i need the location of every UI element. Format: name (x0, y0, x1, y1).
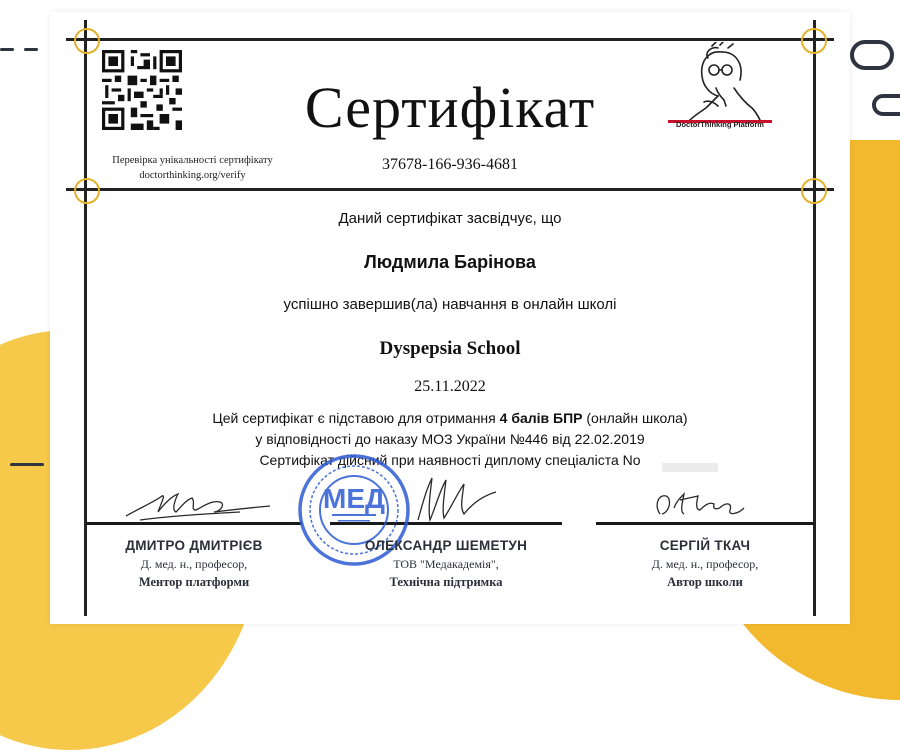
signer-name: СЕРГІЙ ТКАЧ (659, 538, 751, 553)
doctorthinking-logo-icon (660, 42, 780, 132)
frame-corner-ornament (801, 178, 827, 204)
background-ring (850, 40, 894, 70)
signer-degree: Д. мед. н., професор, (140, 557, 248, 571)
redacted-diploma-number (662, 463, 718, 472)
frame-top-line (66, 38, 834, 41)
verify-info (80, 153, 305, 183)
signer-role: Технічна підтримка (389, 575, 503, 589)
signer-name: ДМИТРО ДМИТРІЄВ (125, 538, 263, 553)
signer-1 (86, 538, 302, 590)
validity-note: Сертифікат дійсний при наявності диплому спеціаліста No (259, 452, 641, 468)
certificate-serial-number: 37678-166-936-4681 (382, 156, 518, 173)
issue-date: 25.11.2022 (414, 378, 486, 395)
signature-dmytriiev (120, 482, 280, 524)
background-dash (24, 48, 38, 51)
signer-degree: Д. мед. н., професор, (651, 557, 759, 571)
signature-shemetun (412, 470, 502, 526)
signer-role: Автор школи (667, 575, 743, 589)
frame-corner-ornament (74, 28, 100, 54)
frame-left-line (84, 20, 87, 616)
completion-statement: успішно завершив(ла) навчання в онлайн школі (283, 296, 617, 313)
verify-link[interactable]: doctorthinking.org/verify (139, 170, 246, 181)
signer-3 (596, 538, 814, 590)
stamp-text: МЕД (323, 483, 385, 514)
cpd-note-text: Цей сертифікат є підставою для отримання (212, 410, 500, 426)
certificate-title: Сертифікат (304, 75, 596, 140)
background-ring (872, 94, 900, 116)
signature-line (86, 522, 302, 525)
background-dash (0, 48, 14, 51)
frame-right-line (813, 20, 816, 616)
certificate-intro: Даний сертифікат засвідчує, що (338, 210, 562, 227)
cpd-points-note (0, 410, 900, 426)
frame-header-divider (66, 188, 834, 191)
order-reference-note: у відповідності до наказу МОЗ України №446 від 22.02.2019 (255, 431, 645, 447)
cpd-note-suffix: (онлайн школа) (582, 410, 688, 426)
signer-2 (330, 538, 562, 590)
signer-name: ОЛЕКСАНДР ШЕМЕТУН (364, 538, 528, 553)
logo-caption: DoctorThinking Platform (676, 120, 764, 129)
cpd-points-value: 4 балів БПР (499, 410, 583, 426)
signature-tkach (650, 484, 750, 524)
frame-corner-ornament (801, 28, 827, 54)
signature-line (596, 522, 814, 525)
recipient-name: Людмила Барінова (364, 252, 536, 272)
school-name: Dyspepsia School (379, 338, 521, 359)
verify-label: Перевірка унікальності сертифікату (112, 155, 273, 166)
signer-role: Ментор платформи (138, 575, 250, 589)
qr-code (102, 50, 182, 130)
signer-degree: ТОВ "Медакадемія", (393, 557, 499, 571)
